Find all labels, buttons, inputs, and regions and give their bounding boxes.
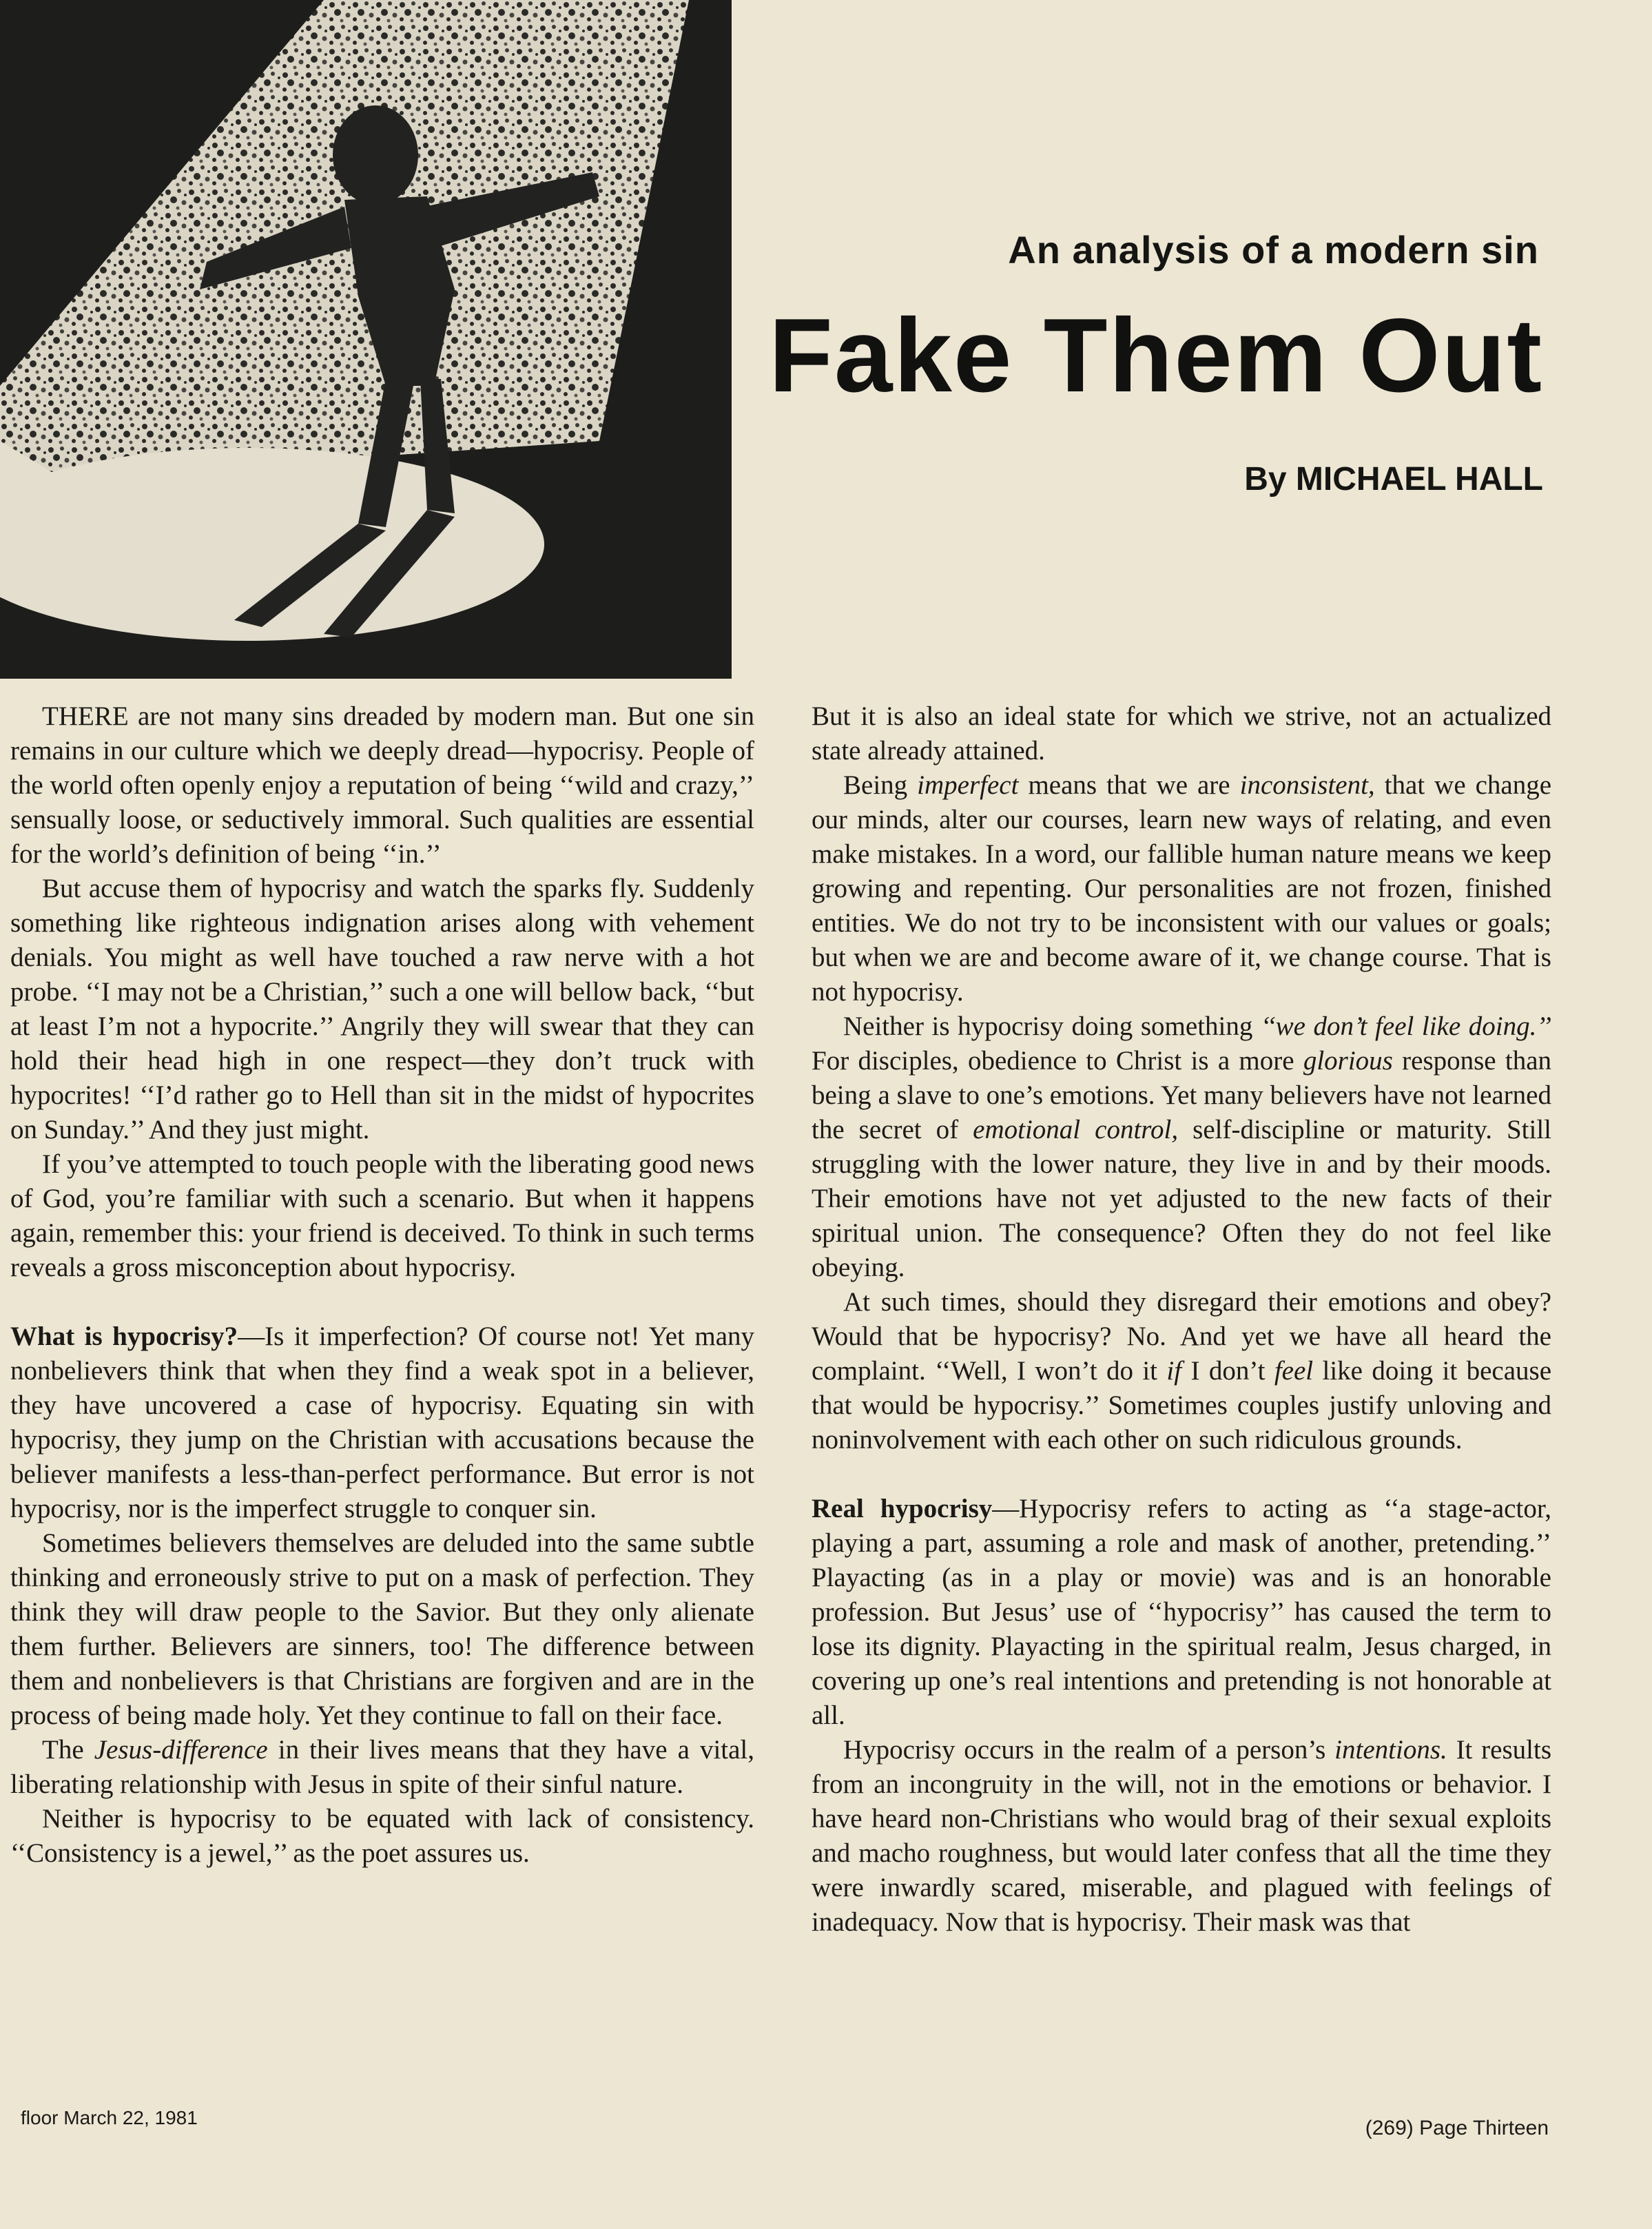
paragraph: Neither is hypocrisy doing something ‘‘we don’t feel like doing.’’ For disciples, obedience to Christ is a more glorious response than being a slave to one’s emotions. Yet many believers have not learned the secret of emotional control, self-discipline or maturity. Still struggling with the lower nature, they live in and by their moods. Their emotions have not yet adjusted to the new facts of their spiritual union. The consequence? Often they do not feel like obeying. (812, 1011, 1552, 1282)
section-heading: Real hypocrisy (812, 1494, 993, 1523)
article-byline: By MICHAEL HALL (1244, 461, 1543, 497)
section-heading: What is hypocrisy? (10, 1322, 238, 1351)
footer-date: floor March 22, 1981 (21, 2107, 198, 2128)
paragraph: Neither is hypocrisy to be equated with lack of consistency. ‘‘Consistency is a jewel,’’ as the poet assures us. (10, 1804, 754, 1868)
right-text-column (812, 699, 1551, 1940)
paragraph: At such times, should they disregard their emotions and obey? Would that be hypocrisy? No. And yet we have all heard the complaint. ‘‘Well, I won’t do it if I don’t feel like doing it because that would be hypocrisy.’’ Sometimes couples justify unloving and noninvolvement with each other on such ridiculous grounds. (812, 1287, 1552, 1455)
page-number: (269) Page Thirteen (1365, 2117, 1549, 2139)
paragraph: But it is also an ideal state for which we strive, not an actualized state already attained. (812, 701, 1551, 766)
paragraph: Being imperfect means that we are inconsistent, that we change our minds, alter our courses, learn new ways of relating, and even make mistakes. In a word, our fallible human nature means we keep growing and repenting. Our personalities are not frozen, finished entities. We do not try to be inconsistent with our values or goals; but when we are and become aware of it, we change course. That is not hypocrisy. (812, 770, 1552, 1007)
left-text-column (10, 699, 754, 1871)
paragraph: Sometimes believers themselves are deluded into the same subtle thinking and erroneously strive to put on a mask of perfection. They think they will draw people to the Savior. But they only alienate them further. Believers are sinners, too! The difference between them and nonbelievers is that Christians are forgiven and are in the process of being made holy. Yet they continue to fall on their face. (10, 1528, 754, 1730)
section-paragraph: Real hypocrisy—Hypocrisy refers to acting as ‘‘a stage-actor, playing a part, assuming a role and mask of another, pretending.’’ Playacting (as in a play or movie) was and is an honorable profession. But Jesus’ use of ‘‘hypocrisy’’ has caused the term to lose its dignity. Playacting in the spiritual realm, Jesus charged, in covering up one’s real intentions and pretending is not honorable at all. (812, 1494, 1551, 1730)
paragraph: THERE are not many sins dreaded by modern man. But one sin remains in our culture which we deeply dread—hypocrisy. People of the world often openly enjoy a reputation of being ‘‘wild and crazy,’’ sensually loose, or seductively immoral. Such qualities are essential for the world’s definition of being ‘‘in.’’ (10, 701, 754, 869)
paragraph: But accuse them of hypocrisy and watch the sparks fly. Suddenly something like righteous indignation arises along with vehement denials. You might as well have touched a raw nerve with a hot probe. ‘‘I may not be a Christian,’’ such a one will bellow back, ‘‘but at least I’m not a hypocrite.’’ Angrily they will swear that they can hold their head high in one respect—they don’t truck with hypocrites! ‘‘I’d rather go to Hell than sit in the midst of hypocrites on Sunday.’’ And they just might. (10, 874, 754, 1144)
paragraph: If you’ve attempted to touch people with the liberating good news of God, you’re familiar with such a scenario. But when it happens again, remember this: your friend is deceived. To think in such terms reveals a gross misconception about hypocrisy. (10, 1149, 754, 1282)
paragraph: The Jesus-difference in their lives means that they have a vital, liberating relationship with Jesus in spite of their sinful nature. (10, 1735, 755, 1799)
article-kicker: An analysis of a modern sin (1008, 228, 1539, 271)
paragraph: Hypocrisy occurs in the realm of a person’s intentions. It results from an incongruity in the will, not in the emotions or behavior. I have heard non-Christians who would brag of their sexual exploits and macho roughness, but would later confess that all the time they were inwardly scared, miserable, and plagued with feelings of inadequacy. Now that is hypocrisy. Their mask was that (812, 1735, 1552, 1937)
article-title: Fake Them Out (769, 297, 1543, 414)
silhouette-in-spotlight-illustration (0, 0, 732, 679)
spotlight-figure-icon (0, 0, 732, 679)
section-paragraph: What is hypocrisy?—Is it imperfection? Of course not! Yet many nonbelievers think that when they find a weak spot in a believer, they have uncovered a case of hypocrisy. Equating sin with hypocrisy, they jump on the Christian with accusations because the believer manifests a less-than-perfect performance. But error is not hypocrisy, nor is the imperfect struggle to conquer sin. (10, 1322, 755, 1523)
